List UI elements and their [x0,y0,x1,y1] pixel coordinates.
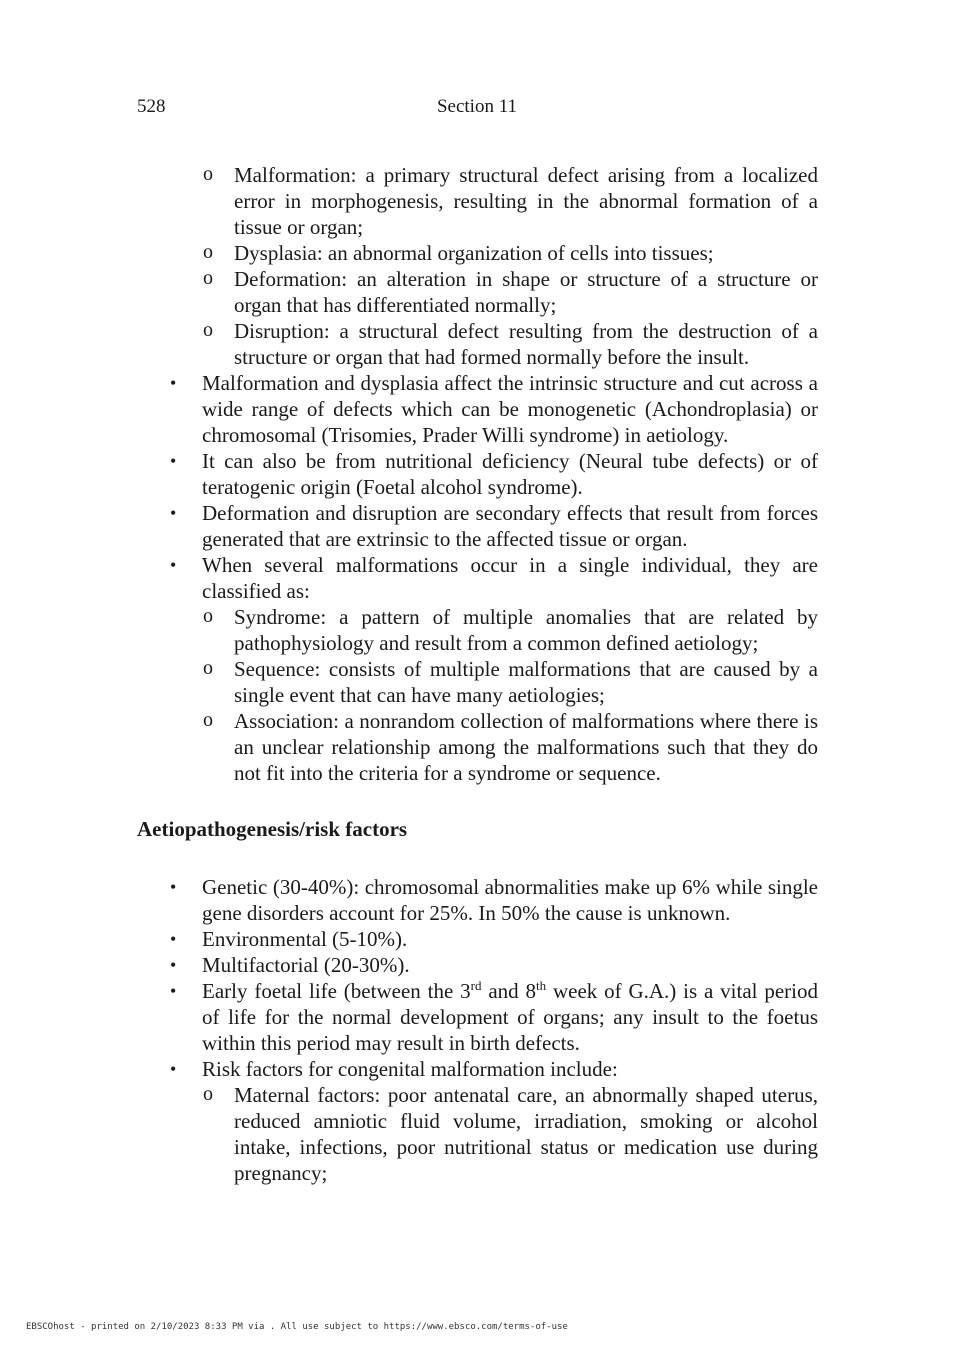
list-item-text: Syndrome: a pattern of multiple anomalies that are related by pathophysiology and result from a common defined aetiology; [234,605,818,655]
circle-bullet-icon: o [203,241,213,263]
risk-factors-list [137,874,818,1186]
circle-bullet-icon: o [203,267,213,289]
list-item-text: Genetic (30-40%): chromosomal abnormalities make up 6% while single gene disorders account for 25%. In 50% the cause is unknown. [202,875,818,925]
circle-bullet-icon: o [203,319,213,341]
circle-bullet-icon: o [203,657,213,679]
list-item-text: Deformation: an alteration in shape or structure of a structure or organ that has differentiated normally; [234,267,818,317]
text-segment: and 8 [481,979,536,1003]
bullet-icon: • [170,929,177,949]
bullet-icon: • [170,451,177,471]
list-item [170,1056,818,1186]
circle-bullet-icon: o [203,709,213,731]
list-item [203,318,818,370]
list-item [203,604,818,656]
bullet-icon: • [170,555,177,575]
bullet-icon: • [170,981,177,1001]
classification-sublist [202,604,818,786]
list-item-text: Risk factors for congenital malformation include: [202,1057,618,1081]
list-item-text: Malformation and dysplasia affect the intrinsic structure and cut across a wide range of defects which can be monogenetic (Achondroplasia) or chromosomal (Trisomies, Prader Willi syndrome) in aetiology. [202,371,818,447]
list-item-text: It can also be from nutritional deficiency (Neural tube defects) or of teratogenic origin (Foetal alcohol syndrome). [202,449,818,499]
list-item-text: Environmental (5-10%). [202,927,408,951]
list-item [170,874,818,926]
list-item [170,448,818,500]
superscript: th [536,978,547,993]
list-item-text: Association: a nonrandom collection of malformations where there is an unclear relationship among the malformations such that they do not fit into the criteria for a syndrome or sequence. [234,709,818,785]
list-item [170,500,818,552]
bullet-icon: • [170,503,177,523]
list-item [203,266,818,318]
running-header-section: Section 11 [436,96,518,117]
malformation-types-list [137,162,818,786]
page-body [137,162,818,1186]
list-item [203,656,818,708]
circle-bullet-icon: o [203,1083,213,1105]
text-segment: Early foetal life (between the 3 [202,979,471,1003]
list-item [203,1082,818,1186]
list-item-text: When several malformations occur in a single individual, they are classified as: [202,553,818,603]
ebsco-footer: EBSCOhost - printed on 2/10/2023 8:33 PM via . All use subject to https://www.ebsco.com/terms-of-use [26,1322,568,1332]
circle-bullet-icon: o [203,163,213,185]
page-header [137,96,817,122]
bullet-icon: • [170,877,177,897]
list-item-text: Malformation: a primary structural defect arising from a localized error in morphogenesis, resulting in the abnormal formation of a tissue or organ; [234,163,818,239]
list-item-text: Multifactorial (20-30%). [202,953,410,977]
page-number: 528 [137,96,166,117]
list-item [170,926,818,952]
list-item [170,978,818,1056]
list-item [170,952,818,978]
list-item [203,240,818,266]
list-item [203,162,818,240]
definitions-sublist [202,162,818,370]
list-item-text: Maternal factors: poor antenatal care, an abnormally shaped uterus, reduced amniotic fluid volume, irradiation, smoking or alcohol intake, infections, poor nutritional status or medication use during pregnancy; [234,1083,818,1185]
text-segment: week of G.A.) is a vital period of life for the normal development of organs; any insult to the foetus within this period may result in birth defects. [202,979,818,1055]
list-item [202,162,818,370]
list-item [203,708,818,786]
bullet-icon: • [170,373,177,393]
superscript: rd [470,978,482,993]
list-item [170,370,818,448]
list-item-text: Sequence: consists of multiple malformations that are caused by a single event that can have many aetiologies; [234,657,818,707]
list-item [170,552,818,786]
bullet-icon: • [170,1059,177,1079]
circle-bullet-icon: o [203,605,213,627]
list-item-text: Dysplasia: an abnormal organization of cells into tissues; [234,241,714,265]
list-item-text: Disruption: a structural defect resulting from the destruction of a structure or organ that had formed normally before the insult. [234,319,818,369]
list-item-text: Deformation and disruption are secondary effects that result from forces generated that are extrinsic to the affected tissue or organ. [202,501,818,551]
bullet-icon: • [170,955,177,975]
section-heading: Aetiopathogenesis/risk factors [137,817,408,841]
risk-sublist [202,1082,818,1186]
early-foetal-life-text [202,978,818,1056]
